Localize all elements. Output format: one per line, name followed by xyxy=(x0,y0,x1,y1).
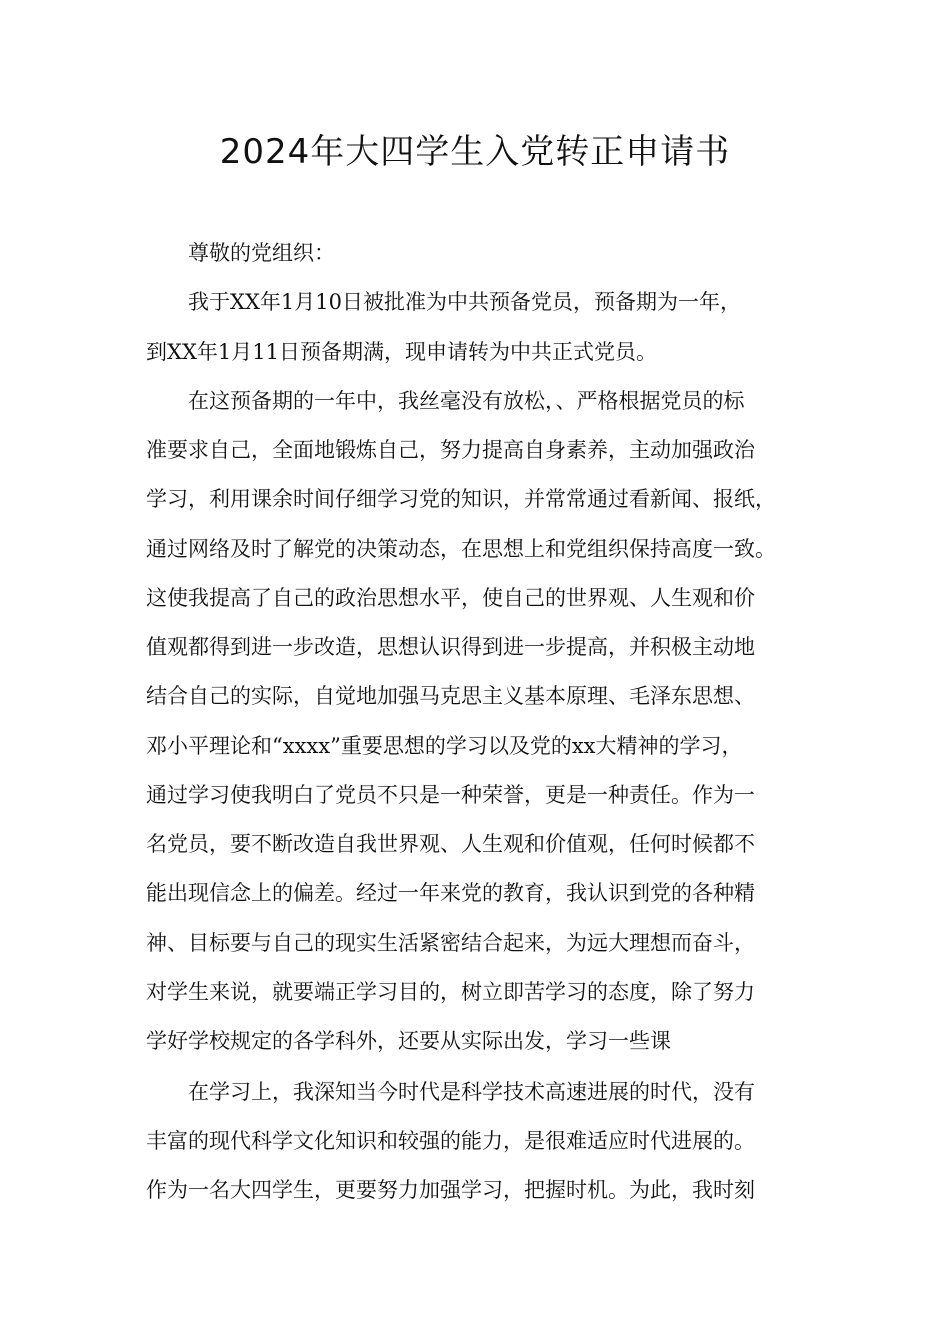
body-line: 这使我提高了自己的政治思想水平，使自己的世界观、人生观和价 xyxy=(146,586,755,610)
body-line: 学习，利用课余时间仔细学习党的知识，并常常通过看新闻、报纸， xyxy=(146,487,776,511)
body-line: 结合自己的实际，自觉地加强马克思主义基本原理、毛泽东思想、 xyxy=(146,684,755,708)
body-line: 学好学校规定的各学科外，还要从实际出发，学习一些课 xyxy=(146,1029,671,1053)
body-line: 邓小平理论和“xxxx”重要思想的学习以及党的xx大精神的学习， xyxy=(146,734,743,758)
body-line: 准要求自己，全面地锻炼自己，努力提高自身素养，主动加强政治 xyxy=(146,438,755,462)
body-line: 我于XX年1月10日被批准为中共预备党员，预备期为一年， xyxy=(188,290,741,314)
body-line: 在学习上，我深知当今时代是科学技术高速进展的时代，没有 xyxy=(188,1080,755,1104)
document-title: 2024年大四学生入党转正申请书 xyxy=(219,132,731,172)
body-line: 丰富的现代科学文化知识和较强的能力，是很难适应时代进展的。 xyxy=(146,1129,755,1153)
body-line: 作为一名大四学生，更要努力加强学习，把握时机。为此，我时刻 xyxy=(146,1178,755,1202)
body-line: 神、目标要与自己的现实生活紧密结合起来，为远大理想而奋斗， xyxy=(146,931,755,955)
body-line: 值观都得到进一步改造，思想认识得到进一步提高，并积极主动地 xyxy=(146,635,755,659)
body-line: 通过网络及时了解党的决策动态，在思想上和党组织保持高度一致。 xyxy=(146,537,776,561)
body-line: 到XX年1月11日预备期满，现申请转为中共正式党员。 xyxy=(146,340,657,364)
body-line: 在这预备期的一年中，我丝毫没有放松，、严格根据党员的标 xyxy=(188,389,745,413)
body-line: 能出现信念上的偏差。经过一年来党的教育，我认识到党的各种精 xyxy=(146,881,755,905)
salutation: 尊敬的党组织： xyxy=(188,241,335,265)
body-line: 对学生来说，就要端正学习目的，树立即苦学习的态度，除了努力 xyxy=(146,980,755,1004)
body-line: 名党员，要不断改造自我世界观、人生观和价值观，任何时候都不 xyxy=(146,832,755,856)
body-line: 通过学习使我明白了党员不只是一种荣誉，更是一种责任。作为一 xyxy=(146,783,755,807)
